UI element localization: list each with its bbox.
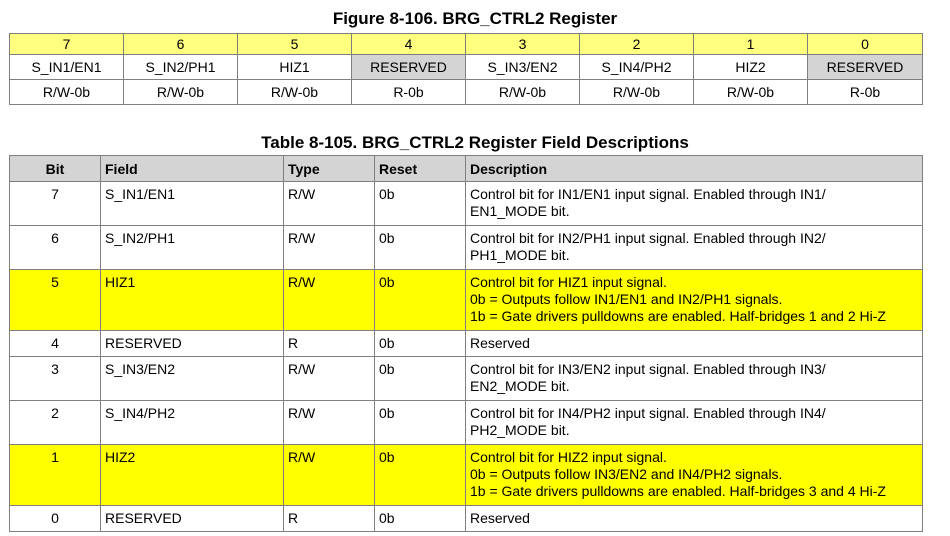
table-title: Table 8-105. BRG_CTRL2 Register Field Descriptions bbox=[261, 133, 689, 152]
cell-field: HIZ1 bbox=[101, 270, 284, 331]
field-name: S_IN2/PH1 bbox=[124, 55, 238, 80]
table-header-row bbox=[10, 156, 923, 182]
description-line: Control bit for HIZ2 input signal. bbox=[470, 449, 667, 465]
cell-reset: 0b bbox=[375, 357, 466, 401]
bit-number: 4 bbox=[352, 34, 466, 55]
cell-reset: 0b bbox=[375, 226, 466, 270]
cell-description bbox=[466, 226, 923, 270]
field-name: S_IN1/EN1 bbox=[10, 55, 124, 80]
cell-bit: 6 bbox=[10, 226, 101, 270]
bit-number: 3 bbox=[466, 34, 580, 55]
description-line: Reserved bbox=[470, 510, 530, 526]
access-reset: R/W-0b bbox=[694, 80, 808, 105]
access-reset: R-0b bbox=[352, 80, 466, 105]
header-description: Description bbox=[466, 156, 923, 182]
description-line: PH1_MODE bit. bbox=[470, 247, 570, 263]
cell-field: RESERVED bbox=[101, 506, 284, 532]
cell-description bbox=[466, 182, 923, 226]
description-line: Control bit for IN1/EN1 input signal. Enabled through IN1/ bbox=[470, 186, 826, 202]
field-description-table bbox=[9, 155, 923, 532]
description-line: Control bit for IN2/PH1 input signal. Enabled through IN2/ bbox=[470, 230, 826, 246]
field-name: S_IN3/EN2 bbox=[466, 55, 580, 80]
cell-type: R/W bbox=[284, 401, 375, 445]
cell-field: S_IN3/EN2 bbox=[101, 357, 284, 401]
cell-description bbox=[466, 506, 923, 532]
cell-description bbox=[466, 270, 923, 331]
description-line: Control bit for HIZ1 input signal. bbox=[470, 274, 667, 290]
field-name: S_IN4/PH2 bbox=[580, 55, 694, 80]
field-name: HIZ1 bbox=[238, 55, 352, 80]
cell-field: S_IN2/PH1 bbox=[101, 226, 284, 270]
description-line: PH2_MODE bit. bbox=[470, 422, 570, 438]
bit-number: 6 bbox=[124, 34, 238, 55]
header-bit: Bit bbox=[10, 156, 101, 182]
access-reset: R-0b bbox=[808, 80, 923, 105]
cell-description bbox=[466, 401, 923, 445]
bit-number: 5 bbox=[238, 34, 352, 55]
table-row bbox=[10, 182, 923, 226]
cell-bit: 1 bbox=[10, 445, 101, 506]
register-figure bbox=[9, 33, 923, 105]
access-reset: R/W-0b bbox=[466, 80, 580, 105]
access-reset: R/W-0b bbox=[124, 80, 238, 105]
cell-description bbox=[466, 331, 923, 357]
cell-reset: 0b bbox=[375, 445, 466, 506]
cell-type: R bbox=[284, 506, 375, 532]
cell-type: R/W bbox=[284, 270, 375, 331]
figure-title: Figure 8-106. BRG_CTRL2 Register bbox=[332, 9, 618, 28]
table-row bbox=[10, 506, 923, 532]
cell-reset: 0b bbox=[375, 401, 466, 445]
table-row-highlighted bbox=[10, 445, 923, 506]
table-row bbox=[10, 401, 923, 445]
cell-field: S_IN4/PH2 bbox=[101, 401, 284, 445]
description-line: Control bit for IN4/PH2 input signal. Enabled through IN4/ bbox=[470, 405, 826, 421]
cell-type: R/W bbox=[284, 357, 375, 401]
description-line: 0b = Outputs follow IN3/EN2 and IN4/PH2 signals. bbox=[470, 466, 783, 482]
cell-field: RESERVED bbox=[101, 331, 284, 357]
field-name-reserved: RESERVED bbox=[808, 55, 923, 80]
access-reset: R/W-0b bbox=[238, 80, 352, 105]
cell-bit: 0 bbox=[10, 506, 101, 532]
cell-bit: 3 bbox=[10, 357, 101, 401]
header-type: Type bbox=[284, 156, 375, 182]
description-line: Reserved bbox=[470, 335, 530, 351]
register-access-row bbox=[10, 80, 923, 105]
header-field: Field bbox=[101, 156, 284, 182]
description-line: 1b = Gate drivers pulldowns are enabled. Half-bridges 1 and 2 Hi-Z bbox=[470, 308, 886, 324]
cell-bit: 7 bbox=[10, 182, 101, 226]
register-field-row bbox=[10, 55, 923, 80]
cell-reset: 0b bbox=[375, 331, 466, 357]
cell-reset: 0b bbox=[375, 270, 466, 331]
bit-number: 7 bbox=[10, 34, 124, 55]
table-row bbox=[10, 331, 923, 357]
register-bit-row bbox=[10, 34, 923, 55]
cell-type: R/W bbox=[284, 226, 375, 270]
cell-bit: 2 bbox=[10, 401, 101, 445]
table-row bbox=[10, 226, 923, 270]
cell-description bbox=[466, 357, 923, 401]
field-name-reserved: RESERVED bbox=[352, 55, 466, 80]
cell-reset: 0b bbox=[375, 182, 466, 226]
access-reset: R/W-0b bbox=[10, 80, 124, 105]
cell-bit: 5 bbox=[10, 270, 101, 331]
description-line: Control bit for IN3/EN2 input signal. Enabled through IN3/ bbox=[470, 361, 826, 377]
header-reset: Reset bbox=[375, 156, 466, 182]
cell-field: S_IN1/EN1 bbox=[101, 182, 284, 226]
cell-field: HIZ2 bbox=[101, 445, 284, 506]
bit-number: 0 bbox=[808, 34, 923, 55]
table-row bbox=[10, 357, 923, 401]
bit-number: 1 bbox=[694, 34, 808, 55]
cell-bit: 4 bbox=[10, 331, 101, 357]
table-row-highlighted bbox=[10, 270, 923, 331]
description-line: EN2_MODE bit. bbox=[470, 378, 570, 394]
cell-type: R/W bbox=[284, 182, 375, 226]
field-name: HIZ2 bbox=[694, 55, 808, 80]
cell-type: R bbox=[284, 331, 375, 357]
cell-description bbox=[466, 445, 923, 506]
description-line: EN1_MODE bit. bbox=[470, 203, 570, 219]
bit-number: 2 bbox=[580, 34, 694, 55]
access-reset: R/W-0b bbox=[580, 80, 694, 105]
description-line: 1b = Gate drivers pulldowns are enabled. Half-bridges 3 and 4 Hi-Z bbox=[470, 483, 886, 499]
description-line: 0b = Outputs follow IN1/EN1 and IN2/PH1 signals. bbox=[470, 291, 783, 307]
cell-type: R/W bbox=[284, 445, 375, 506]
cell-reset: 0b bbox=[375, 506, 466, 532]
